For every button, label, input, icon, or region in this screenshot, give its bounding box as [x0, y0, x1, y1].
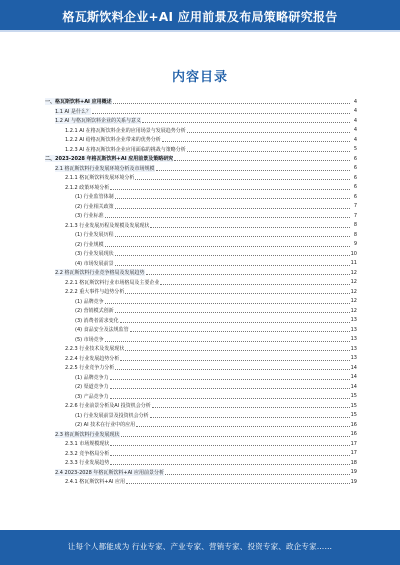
- toc-entry[interactable]: [45, 107, 357, 117]
- toc-entry-page: 18: [350, 459, 357, 466]
- toc-entry-title: (1) 品牌竞争力: [75, 374, 109, 381]
- toc-entry-title: 2.2.6 行业前景分析及AI 投资机会分析: [65, 403, 151, 410]
- toc-entry-title: (1) 行业监管体制: [75, 194, 114, 201]
- toc-entry-title: 1.1 AI 是什么？: [55, 108, 92, 115]
- toc-entry-page: 10: [350, 250, 357, 257]
- toc-leader-dots: [110, 464, 349, 465]
- toc-entry-page: 6: [353, 193, 357, 200]
- toc-entry[interactable]: [45, 401, 357, 411]
- toc-entry-title: (2) 行业相关政策: [75, 203, 114, 210]
- toc-entry[interactable]: [45, 420, 357, 430]
- toc-entry-title: 2.3.3 行业发展趋势: [65, 460, 110, 467]
- toc-entry[interactable]: [45, 477, 357, 487]
- toc-leader-dots: [120, 322, 350, 323]
- toc-leader-dots: [115, 312, 350, 313]
- toc-entry[interactable]: [45, 468, 357, 478]
- toc-entry[interactable]: [45, 344, 357, 354]
- toc-entry-title: (2) AI 技术在行业中的应用: [75, 422, 136, 429]
- toc-entry-title: (4) 食品安全及法规监管: [75, 327, 129, 334]
- toc-leader-dots: [105, 217, 350, 218]
- toc-leader-dots: [120, 360, 349, 361]
- toc-entry[interactable]: [45, 164, 357, 174]
- toc-leader-dots: [156, 170, 350, 171]
- toc-entry-title: (3) 消费者需求变化: [75, 317, 119, 324]
- toc-entry[interactable]: [45, 335, 357, 345]
- toc-entry-page: 14: [350, 383, 357, 390]
- toc-leader-dots: [115, 198, 350, 199]
- toc-leader-dots: [150, 417, 350, 418]
- toc-entry-page: 11: [350, 260, 357, 267]
- toc-leader-dots: [105, 303, 350, 304]
- toc-entry-title: 2.2.3 行业技术及发展现状: [65, 346, 125, 353]
- toc-entry-page: 14: [350, 364, 357, 371]
- toc-leader-dots: [150, 227, 350, 228]
- toc-entry-page: 6: [353, 184, 357, 191]
- toc-leader-dots: [125, 293, 349, 294]
- toc-entry-title: 1.2.1 AI 在格瓦斯饮料企业的应用场景与发展趋势分析: [65, 127, 186, 134]
- toc-entry-title: (1) 行业发展前景及投资机会分析: [75, 412, 149, 419]
- toc-entry-title: 2.2 格瓦斯饮料行业竞争格局及发展趋势: [55, 270, 145, 277]
- toc-entry-page: 7: [353, 212, 357, 219]
- toc-entry-title: (4) 市场发展前景: [75, 260, 114, 267]
- toc-entry-page: 15: [350, 402, 357, 409]
- toc-leader-dots: [110, 189, 350, 190]
- toc-entry[interactable]: [45, 392, 357, 402]
- toc-leader-dots: [160, 284, 349, 285]
- toc-entry-page: 12: [350, 279, 357, 286]
- toc-entry-page: 12: [350, 288, 357, 295]
- toc-entry-title: 1.2.2 AI 给格瓦斯饮料企业带来的优势分析: [65, 137, 161, 144]
- toc-entry-title: (1) 行业发展历程: [75, 232, 114, 239]
- toc-entry[interactable]: [45, 411, 357, 421]
- toc-entry-page: 17: [350, 450, 357, 457]
- toc-leader-dots: [115, 208, 350, 209]
- toc-leader-dots: [105, 246, 350, 247]
- toc-entry-title: 2.1 格瓦斯饮料行业发展环境分析及市场规模: [55, 165, 155, 172]
- toc-title: 内容目录: [171, 70, 228, 85]
- toc-entry-page: 19: [350, 469, 357, 476]
- toc-leader-dots: [187, 132, 350, 133]
- toc-entry-page: 12: [350, 298, 357, 305]
- toc-entry-title: 2.2.1 格瓦斯饮料行业市场格局及主要企业: [65, 279, 160, 286]
- footer-slogan: 让每个人都能成为 行业专家、产业专家、营销专家、投资专家、政企专家……: [67, 542, 333, 551]
- toc-entry-title: 2.4.1 格瓦斯饮料+AI 应用: [65, 479, 125, 486]
- toc-entry[interactable]: [45, 306, 357, 316]
- toc-entry[interactable]: [45, 458, 357, 468]
- toc-entry[interactable]: [45, 316, 357, 326]
- toc-entry-title: (2) 行业规模: [75, 241, 104, 248]
- toc-entry-page: 13: [350, 326, 357, 333]
- toc-entry-title: (3) 产品竞争力: [75, 393, 109, 400]
- toc-entry[interactable]: [45, 97, 357, 107]
- toc-entry-page: 6: [353, 165, 357, 172]
- toc-entry[interactable]: [45, 135, 357, 145]
- toc-entry[interactable]: [45, 202, 357, 212]
- toc-entry-page: 17: [350, 440, 357, 447]
- toc-leader-dots: [187, 151, 350, 152]
- toc-entry-page: 4: [353, 136, 357, 143]
- toc-leader-dots: [92, 113, 350, 114]
- toc-entry[interactable]: [45, 373, 357, 383]
- toc-leader-dots: [110, 398, 350, 399]
- toc-entry-title: 2.1.3 行业发展历程及规模及发展现状: [65, 222, 150, 229]
- toc-entry[interactable]: [45, 145, 357, 155]
- toc-entry[interactable]: [45, 449, 357, 459]
- toc-leader-dots: [121, 436, 350, 437]
- toc-entry-title: (2) 渠道竞争力: [75, 384, 109, 391]
- toc-entry-page: 4: [353, 127, 357, 134]
- toc-entry[interactable]: [45, 430, 357, 440]
- toc-entry[interactable]: [45, 126, 357, 136]
- toc-list: [45, 97, 357, 487]
- toc-entry-page: 15: [350, 412, 357, 419]
- toc-entry[interactable]: [45, 221, 357, 231]
- toc-entry-page: 13: [350, 355, 357, 362]
- toc-leader-dots: [115, 265, 350, 266]
- toc-entry-page: 12: [350, 307, 357, 314]
- toc-entry-title: 1.2 AI 与格瓦斯饮料企业的关系与意义: [55, 118, 142, 125]
- toc-entry-page: 12: [350, 269, 357, 276]
- toc-leader-dots: [115, 236, 350, 237]
- toc-entry-title: 2.1.1 格瓦斯饮料发展环境分析: [65, 175, 135, 182]
- toc-entry[interactable]: [45, 278, 357, 288]
- toc-leader-dots: [162, 141, 350, 142]
- toc-entry-title: 2.3 格瓦斯饮料行业发展现状: [55, 431, 120, 438]
- toc-entry[interactable]: [45, 382, 357, 392]
- toc-entry-title: (5) 市场竞争: [75, 336, 104, 343]
- toc-entry[interactable]: [45, 192, 357, 202]
- toc-entry-title: (3) 行业标准: [75, 213, 104, 220]
- toc-entry[interactable]: [45, 297, 357, 307]
- toc-entry-title: 2.2.2 重大事件与趋势分析: [65, 289, 125, 296]
- toc-entry-title: 1.2.3 AI 在格瓦斯饮料企业应用面临的挑战与策略分析: [65, 146, 186, 153]
- toc-leader-dots: [130, 331, 350, 332]
- toc-leader-dots: [110, 388, 350, 389]
- toc-entry[interactable]: [45, 211, 357, 221]
- toc-entry-page: 16: [350, 431, 357, 438]
- toc-entry[interactable]: [45, 439, 357, 449]
- toc-entry-page: 13: [350, 345, 357, 352]
- toc-entry[interactable]: [45, 240, 357, 250]
- toc-leader-dots: [125, 350, 349, 351]
- toc-entry-page: 16: [350, 421, 357, 428]
- toc-entry[interactable]: [45, 249, 357, 259]
- toc-entry-page: 13: [350, 317, 357, 324]
- toc-leader-dots: [115, 369, 349, 370]
- toc-leader-dots: [142, 122, 350, 123]
- toc-entry[interactable]: [45, 363, 357, 373]
- toc-entry-page: 7: [353, 203, 357, 210]
- toc-leader-dots: [126, 483, 350, 484]
- toc-entry-page: 13: [350, 336, 357, 343]
- toc-entry[interactable]: [45, 230, 357, 240]
- toc-entry-page: 6: [353, 155, 357, 162]
- toc-entry-page: 6: [353, 174, 357, 181]
- toc-entry-title: 一、格瓦斯饮料+AI 应用概述: [45, 99, 112, 106]
- toc-leader-dots: [136, 426, 349, 427]
- toc-leader-dots: [110, 445, 349, 446]
- report-title: 格瓦斯饮料企业+AI 应用前景及布局策略研究报告: [62, 10, 338, 24]
- toc-entry[interactable]: [45, 287, 357, 297]
- toc-entry-title: 2.4 2023-2028 年格瓦斯饮料+AI 应用前景分析: [55, 469, 165, 476]
- toc-entry-title: 2.1.2 政策环境分析: [65, 184, 110, 191]
- toc-leader-dots: [105, 341, 350, 342]
- toc-leader-dots: [113, 103, 350, 104]
- toc-entry[interactable]: [45, 354, 357, 364]
- toc-entry-page: 8: [353, 231, 357, 238]
- toc-entry-title: (1) 品牌竞争: [75, 298, 104, 305]
- toc-entry[interactable]: [45, 154, 357, 164]
- toc-leader-dots: [152, 407, 350, 408]
- toc-leader-dots: [146, 274, 350, 275]
- toc-entry-title: 2.3.2 竞争格局分析: [65, 450, 110, 457]
- toc-entry-page: 4: [353, 98, 357, 105]
- toc-entry-title: 2.2.4 行业发展趋势分析: [65, 355, 120, 362]
- toc-entry-page: 8: [353, 222, 357, 229]
- toc-entry-title: 2.3.1 市场规模现状: [65, 441, 110, 448]
- toc-leader-dots: [174, 160, 350, 161]
- toc-leader-dots: [110, 379, 350, 380]
- header-divider: [0, 30, 400, 32]
- toc-entry[interactable]: [45, 116, 357, 126]
- toc-entry-page: 5: [353, 146, 357, 153]
- toc-entry[interactable]: [45, 268, 357, 278]
- toc-entry-title: (2) 营销模式创新: [75, 308, 114, 315]
- toc-entry-page: 4: [353, 117, 357, 124]
- toc-entry-page: 14: [350, 374, 357, 381]
- toc-entry-page: 15: [350, 393, 357, 400]
- toc-leader-dots: [115, 255, 350, 256]
- toc-entry[interactable]: [45, 259, 357, 269]
- toc-leader-dots: [135, 179, 350, 180]
- toc-leader-dots: [110, 455, 349, 456]
- toc-entry[interactable]: [45, 183, 357, 193]
- toc-entry-title: (3) 行业发展现状: [75, 251, 114, 258]
- toc-entry-page: 4: [353, 108, 357, 115]
- toc-entry[interactable]: [45, 325, 357, 335]
- toc-entry-page: 19: [350, 478, 357, 485]
- toc-entry-title: 2.2.5 行业竞争力分析: [65, 365, 115, 372]
- toc-entry-title: 二、2023-2028 年格瓦斯饮料+AI 应用前景及策略研究: [45, 156, 174, 163]
- toc-entry[interactable]: [45, 173, 357, 183]
- toc-leader-dots: [165, 474, 350, 475]
- toc-entry-page: 9: [353, 241, 357, 248]
